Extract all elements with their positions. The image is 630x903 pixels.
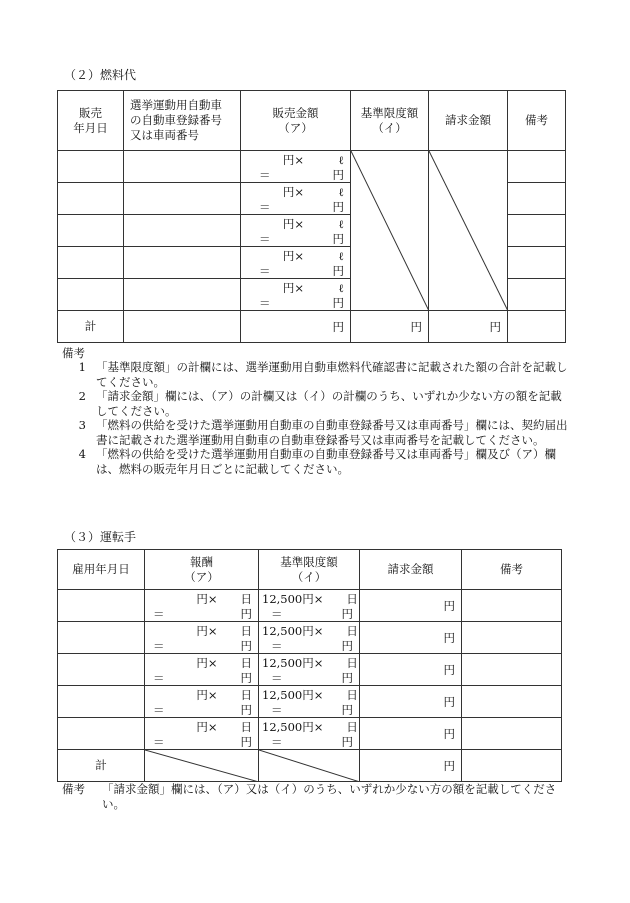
driver-total-label: 計 bbox=[58, 750, 145, 782]
driver-header-date: 雇用年月日 bbox=[58, 550, 145, 590]
driver-pay-cell[interactable]: 円× 日 ＝ 円 bbox=[145, 622, 259, 654]
fuel-amount-cell[interactable]: 円× ℓ ＝ 円 bbox=[241, 247, 351, 279]
fuel-notes-label: 備考 bbox=[62, 346, 85, 360]
driver-limit-cell[interactable]: 12,500円× 日 ＝ 円 bbox=[259, 686, 360, 718]
driver-pay-cell[interactable]: 円× 日 ＝ 円 bbox=[145, 718, 259, 750]
fuel-table bbox=[57, 90, 566, 343]
fuel-remarks-cell[interactable] bbox=[508, 183, 566, 215]
fuel-notes bbox=[62, 360, 572, 476]
driver-header-claim: 請求金額 bbox=[360, 550, 462, 590]
driver-limit-cell[interactable]: 12,500円× 日 ＝ 円 bbox=[259, 590, 360, 622]
driver-remarks-cell[interactable] bbox=[462, 622, 562, 654]
fuel-total-label: 計 bbox=[58, 311, 124, 343]
fuel-vehicle-cell[interactable] bbox=[124, 247, 241, 279]
driver-notes-label: 備考 bbox=[62, 782, 85, 796]
driver-total-pay-diagonal bbox=[145, 750, 259, 782]
fuel-date-cell[interactable] bbox=[58, 279, 124, 311]
driver-remarks-cell[interactable] bbox=[462, 654, 562, 686]
driver-pay-cell[interactable]: 円× 日 ＝ 円 bbox=[145, 590, 259, 622]
fuel-note-item: 2 「請求金額」欄には、（ア）の計欄又は（イ）の計欄のうち、いずれか少ない方の額を記載してください。 bbox=[78, 389, 562, 418]
driver-header-limit: 基準限度額 （イ） bbox=[259, 550, 360, 590]
fuel-amount-cell[interactable]: 円× ℓ ＝ 円 bbox=[241, 183, 351, 215]
fuel-section-title: （２）燃料代 bbox=[64, 68, 137, 82]
driver-date-cell[interactable] bbox=[58, 718, 145, 750]
fuel-vehicle-cell[interactable] bbox=[124, 279, 241, 311]
fuel-note-item: 3 「燃料の供給を受けた選挙運動用自動車の自動車登録番号又は車両番号」欄には、契約届出書に記載された選挙運動用自動車の自動車登録番号又は車両番号を記載してください。 bbox=[78, 418, 568, 447]
driver-total-limit-diagonal bbox=[259, 750, 360, 782]
fuel-header-claim: 請求金額 bbox=[429, 91, 508, 151]
driver-total-remarks[interactable] bbox=[462, 750, 562, 782]
driver-date-cell[interactable] bbox=[58, 590, 145, 622]
driver-date-cell[interactable] bbox=[58, 686, 145, 718]
driver-pay-cell[interactable]: 円× 日 ＝ 円 bbox=[145, 654, 259, 686]
fuel-date-cell[interactable] bbox=[58, 247, 124, 279]
fuel-total-limit[interactable]: 円 bbox=[351, 311, 429, 343]
driver-table bbox=[57, 549, 562, 782]
driver-claim-cell[interactable]: 円 bbox=[360, 622, 462, 654]
driver-limit-cell[interactable]: 12,500円× 日 ＝ 円 bbox=[259, 718, 360, 750]
fuel-total-amount[interactable]: 円 bbox=[241, 311, 351, 343]
fuel-header-remarks: 備考 bbox=[508, 91, 566, 151]
fuel-vehicle-cell[interactable] bbox=[124, 215, 241, 247]
driver-claim-cell[interactable]: 円 bbox=[360, 654, 462, 686]
fuel-amount-cell[interactable]: 円× ℓ ＝ 円 bbox=[241, 215, 351, 247]
driver-remarks-cell[interactable] bbox=[462, 718, 562, 750]
driver-remarks-cell[interactable] bbox=[462, 590, 562, 622]
fuel-remarks-cell[interactable] bbox=[508, 247, 566, 279]
fuel-header-date: 販売 年月日 bbox=[58, 91, 124, 151]
fuel-vehicle-cell[interactable] bbox=[124, 183, 241, 215]
fuel-remarks-cell[interactable] bbox=[508, 215, 566, 247]
driver-date-cell[interactable] bbox=[58, 622, 145, 654]
driver-section-title: （３）運転手 bbox=[64, 530, 137, 544]
driver-total-claim[interactable]: 円 bbox=[360, 750, 462, 782]
fuel-amount-cell[interactable]: 円× ℓ ＝ 円 bbox=[241, 151, 351, 183]
fuel-remarks-cell[interactable] bbox=[508, 151, 566, 183]
fuel-date-cell[interactable] bbox=[58, 183, 124, 215]
fuel-amount-cell[interactable]: 円× ℓ ＝ 円 bbox=[241, 279, 351, 311]
driver-claim-cell[interactable]: 円 bbox=[360, 590, 462, 622]
fuel-claim-diagonal bbox=[429, 151, 508, 311]
driver-header-remarks: 備考 bbox=[462, 550, 562, 590]
driver-limit-cell[interactable]: 12,500円× 日 ＝ 円 bbox=[259, 654, 360, 686]
driver-claim-cell[interactable]: 円 bbox=[360, 686, 462, 718]
fuel-note-item: 1 「基準限度額」の計欄には、選挙運動用自動車燃料代確認書に記載された額の合計を記載してください。 bbox=[78, 360, 568, 389]
driver-pay-cell[interactable]: 円× 日 ＝ 円 bbox=[145, 686, 259, 718]
driver-header-pay: 報酬 （ア） bbox=[145, 550, 259, 590]
fuel-vehicle-cell[interactable] bbox=[124, 151, 241, 183]
fuel-total-claim[interactable]: 円 bbox=[429, 311, 508, 343]
driver-notes bbox=[62, 782, 574, 811]
fuel-date-cell[interactable] bbox=[58, 215, 124, 247]
driver-note-item: 備考 「請求金額」欄には、（ア）又は（イ）のうち、いずれか少ない方の額を記載してください。 bbox=[62, 782, 557, 811]
fuel-remarks-cell[interactable] bbox=[508, 279, 566, 311]
fuel-date-cell[interactable] bbox=[58, 151, 124, 183]
driver-claim-cell[interactable]: 円 bbox=[360, 718, 462, 750]
fuel-header-vehicle: 選挙運動用自動車 の自動車登録番号 又は車両番号 bbox=[124, 91, 241, 151]
fuel-header-amount: 販売金額 （ア） bbox=[241, 91, 351, 151]
driver-limit-cell[interactable]: 12,500円× 日 ＝ 円 bbox=[259, 622, 360, 654]
fuel-total-remarks[interactable] bbox=[508, 311, 566, 343]
fuel-limit-diagonal bbox=[351, 151, 429, 311]
fuel-total-vehicle-cell bbox=[124, 311, 241, 343]
fuel-header-limit: 基準限度額 （イ） bbox=[351, 91, 429, 151]
driver-remarks-cell[interactable] bbox=[462, 686, 562, 718]
driver-date-cell[interactable] bbox=[58, 654, 145, 686]
fuel-note-item: 4 「燃料の供給を受けた選挙運動用自動車の自動車登録番号又は車両番号」欄及び（ア）欄は、燃料の販売年月日ごとに記載してください。 bbox=[78, 447, 556, 476]
